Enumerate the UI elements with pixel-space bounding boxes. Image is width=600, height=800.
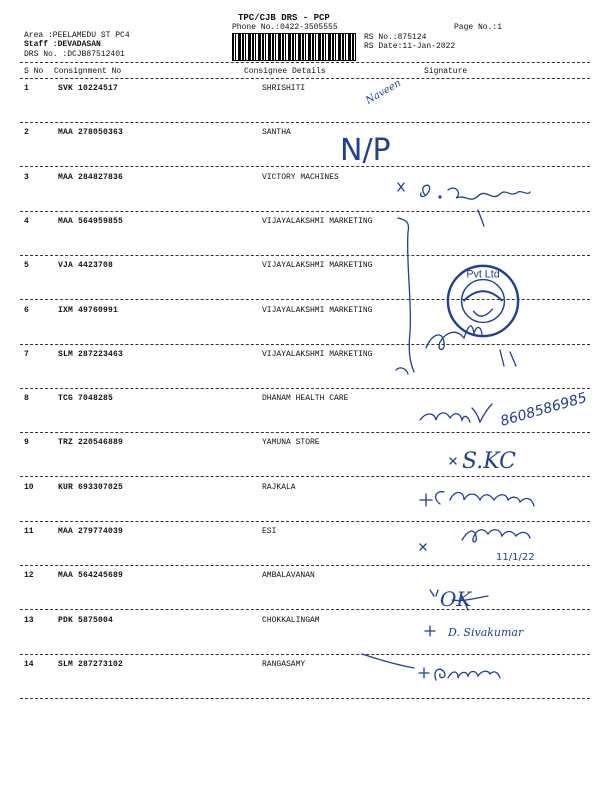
rs-number: RS No.:875124 [364, 33, 427, 42]
table-row [0, 438, 600, 450]
svg-text:Pvt Ltd: Pvt Ltd [466, 268, 500, 281]
staff-field: Staff :DEVADASAN [24, 40, 101, 49]
area-field: Area :PEELAMEDU ST PC4 [24, 31, 130, 40]
company-seal [444, 262, 522, 340]
row-sno: 4 [24, 217, 29, 226]
row-divider [20, 521, 590, 522]
consignee-name: VIJAYALAKSHMI MARKETING [262, 217, 373, 226]
header-divider-top [20, 62, 590, 63]
row-sno: 11 [24, 527, 34, 536]
col-consignment-no: Consignment No [54, 67, 122, 76]
consignment-number: MAA 284827836 [58, 173, 124, 182]
row-sno: 3 [24, 173, 29, 182]
row-sno: 7 [24, 350, 29, 359]
row-sno: 12 [24, 571, 34, 580]
header-divider-bottom [20, 78, 590, 79]
row-sno: 10 [24, 483, 34, 492]
table-row [0, 217, 600, 229]
row-divider [20, 344, 590, 345]
table-row [0, 84, 600, 96]
rs-date: RS Date:11-Jan-2022 [364, 42, 456, 51]
row-sno: 14 [24, 660, 34, 669]
consignment-number: TRZ 220546889 [58, 438, 124, 447]
consignee-name: RANGASAMY [262, 660, 306, 669]
consignee-name: SANTHA [262, 128, 291, 137]
drs-number: DRS No. :DCJB87512401 [24, 50, 125, 59]
row-sno: 13 [24, 616, 34, 625]
row-sno: 6 [24, 306, 29, 315]
svg-text:D. Sivakumar: D. Sivakumar [448, 626, 524, 639]
svg-text:8608586985: 8608586985 [498, 389, 589, 430]
row-divider [20, 565, 590, 566]
consignee-name: DHANAM HEALTH CARE [262, 394, 349, 403]
svg-text:S.KC: S.KC [462, 449, 516, 474]
consignee-name: CHOKKALINGAM [262, 616, 320, 625]
row-sno: 2 [24, 128, 29, 137]
consignee-name: SHRISHITI [262, 84, 306, 93]
row-sno: 8 [24, 394, 29, 403]
barcode [232, 33, 356, 61]
page-number: Page No.:1 [454, 23, 503, 32]
consignee-name: VICTORY MACHINES [262, 173, 339, 182]
consignment-number: SLM 287273102 [58, 660, 124, 669]
consignment-number: VJA 4423708 [58, 261, 114, 270]
svg-text:N/P: N/P [340, 133, 391, 168]
svg-text:Naveen: Naveen [364, 77, 403, 107]
table-row [0, 128, 600, 140]
row-sno: 1 [24, 84, 29, 93]
row-divider [20, 654, 590, 655]
table-row [0, 173, 600, 185]
col-sno: S No [24, 67, 44, 76]
row-divider [20, 211, 590, 212]
consignee-name: RAJKALA [262, 483, 296, 492]
document-title: TPC/CJB DRS - PCP [238, 13, 330, 23]
consignment-number: SVK 10224517 [58, 84, 119, 93]
consignment-number: PDK 5875004 [58, 616, 114, 625]
consignment-number: MAA 564245689 [58, 571, 124, 580]
row-divider [20, 476, 590, 477]
consignee-name: AMBALAVANAN [262, 571, 315, 580]
consignee-name: VIJAYALAKSHMI MARKETING [262, 350, 373, 359]
row-sno: 9 [24, 438, 29, 447]
row-divider [20, 255, 590, 256]
table-row [0, 616, 600, 628]
svg-text:11/1/22: 11/1/22 [496, 552, 535, 563]
row-sno: 5 [24, 261, 29, 270]
row-divider [20, 122, 590, 123]
consignment-number: IXM 49760991 [58, 306, 119, 315]
row-divider [20, 609, 590, 610]
consignment-number: MAA 564959855 [58, 217, 124, 226]
table-row [0, 571, 600, 583]
row-divider [20, 432, 590, 433]
phone-number: Phone No.:0422-3505555 [232, 23, 338, 32]
consignment-number: SLM 287223463 [58, 350, 124, 359]
consignment-number: TCG 7048285 [58, 394, 114, 403]
consignment-number: MAA 278050363 [58, 128, 124, 137]
table-row [0, 483, 600, 495]
consignee-name: VIJAYALAKSHMI MARKETING [262, 261, 373, 270]
row-divider [20, 388, 590, 389]
consignee-name: YAMUNA STORE [262, 438, 320, 447]
row-divider [20, 698, 590, 699]
row-divider [20, 166, 590, 167]
table-row [0, 394, 600, 406]
col-consignee-details: Consignee Details [244, 67, 326, 76]
consignee-name: ESI [262, 527, 277, 536]
table-row [0, 527, 600, 539]
consignment-number: KUR 693307025 [58, 483, 124, 492]
table-row [0, 660, 600, 672]
table-row [0, 350, 600, 362]
consignment-number: MAA 279774039 [58, 527, 124, 536]
consignee-name: VIJAYALAKSHMI MARKETING [262, 306, 373, 315]
svg-text:OK: OK [440, 587, 472, 611]
col-signature: Signature [424, 67, 468, 76]
